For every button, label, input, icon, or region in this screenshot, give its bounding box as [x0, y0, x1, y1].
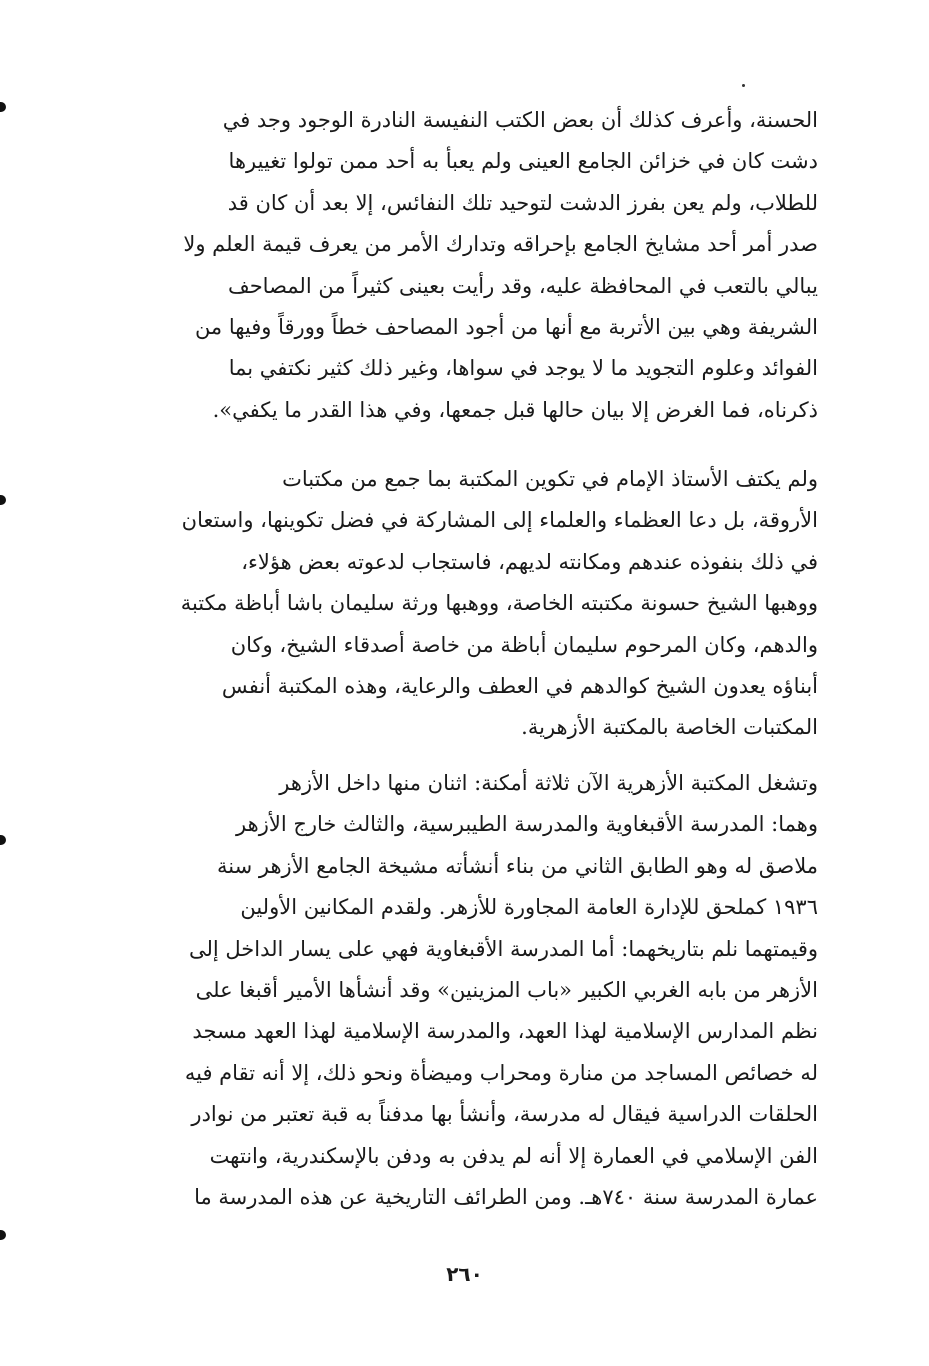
paragraph-3: [118, 763, 818, 1218]
text-line: له خصائص المساجد من منارة ومحراب وميضأة ونحو ذلك، إلا أنه تقام فيه: [184, 1060, 818, 1085]
margin-mark: [0, 495, 6, 505]
paragraph-1: [118, 100, 818, 431]
margin-mark: [0, 835, 6, 845]
text-line: وقيمتهما نلم بتاريخهما: أما المدرسة الأقبغاوية فهي على يسار الداخل إلى: [188, 936, 818, 961]
text-line: والدهم، وكان المرحوم سليمان أباظة من خاصة أصدقاء الشيخ، وكان: [230, 632, 818, 657]
text-line: للطلاب، ولم يعن بفرز الدشت لتوحيد تلك النفائس، إلا بعد أن كان قد: [227, 190, 818, 215]
text-line: الحسنة، وأعرف كذلك أن بعض الكتب النفيسة النادرة الوجود وجد في: [222, 108, 818, 132]
text-line: نظم المدارس الإسلامية لهذا العهد، والمدرسة الإسلامية لهذا العهد مسجد: [192, 1019, 818, 1044]
text-line: عمارة المدرسة سنة ٧٤٠هـ. ومن الطرائف التاريخية عن هذه المدرسة ما: [194, 1185, 818, 1210]
text-line: وتشغل المكتبة الأزهرية الآن ثلاثة أمكنة: اثنان منها داخل الأزهر: [279, 771, 818, 795]
page-number: ٢٦٠: [446, 1262, 483, 1286]
text-line: الحلقات الدراسية فيقال له مدرسة، وأنشأ بها مدفناً به قبة تعتبر من نوادر: [191, 1102, 818, 1127]
margin-mark: [0, 102, 6, 112]
text-line: ولم يكتف الأستاذ الإمام في تكوين المكتبة بما جمع من مكتبات: [282, 467, 818, 491]
text-line: صدر أمر أحد مشايخ الجامع بإحراقه وتدارك الأمر من يعرف قيمة العلم ولا: [183, 232, 818, 257]
paragraph-2: [118, 459, 818, 749]
text-line: وهما: المدرسة الأقبغاوية والمدرسة الطيبرسية، والثالث خارج الأزهر: [236, 812, 818, 837]
text-line: الفوائد وعلوم التجويد ما لا يوجد في سواها، وغير ذلك كثير نكتفي بما: [228, 356, 818, 381]
text-line: ذكرناه، فما الغرض إلا بيان حالها قبل جمعها، وفي هذا القدر ما يكفي».: [212, 397, 818, 422]
margin-mark: [0, 1230, 6, 1240]
text-line: الفن الإسلامي في العمارة إلا أنه لم يدفن به ودفن بالإسكندرية، وانتهت: [209, 1143, 818, 1168]
text-line: في ذلك بنفوذه عندهم ومكانته لديهم، فاستجاب لدعوته بعض هؤلاء،: [241, 549, 818, 574]
text-line: الشريفة وهي بين الأتربة مع أنها من أجود المصاحف خطاً وورقاً وفيها من: [194, 315, 818, 340]
scan-speck: [742, 84, 745, 87]
text-line: يبالي بالتعب في المحافظة عليه، وقد رأيت بعينى كثيراً من المصاحف: [227, 273, 818, 298]
text-line: ١٩٣٦ كملحق للإدارة العامة المجاورة للأزهر. ولقدم المكانين الأولين: [240, 895, 818, 920]
text-line: ووهبها الشيخ حسونة مكتبته الخاصة، ووهبها ورثة سليمان باشا أباظة مكتبة: [180, 591, 818, 616]
text-line: دشت كان في خزائن الجامع العينى ولم يعبأ به أحد ممن تولوا تغييرها: [228, 149, 818, 174]
text-line: الأروقة، بل دعا العظماء والعلماء إلى المشاركة في فضل تكوينها، واستعان: [181, 508, 818, 533]
text-line: أبناؤه يعدون الشيخ كوالدهم في العطف والرعاية، وهذه المكتبة أنفس: [221, 674, 818, 699]
text-line: ملاصق له وهو الطابق الثاني من بناء أنشأته مشيخة الجامع الأزهر سنة: [217, 853, 818, 878]
text-line: الأزهر من بابه الغربي الكبير «باب المزينين» وقد أنشأها الأمير أقبغا على: [195, 978, 818, 1003]
text-line: المكتبات الخاصة بالمكتبة الأزهرية.: [521, 715, 818, 740]
